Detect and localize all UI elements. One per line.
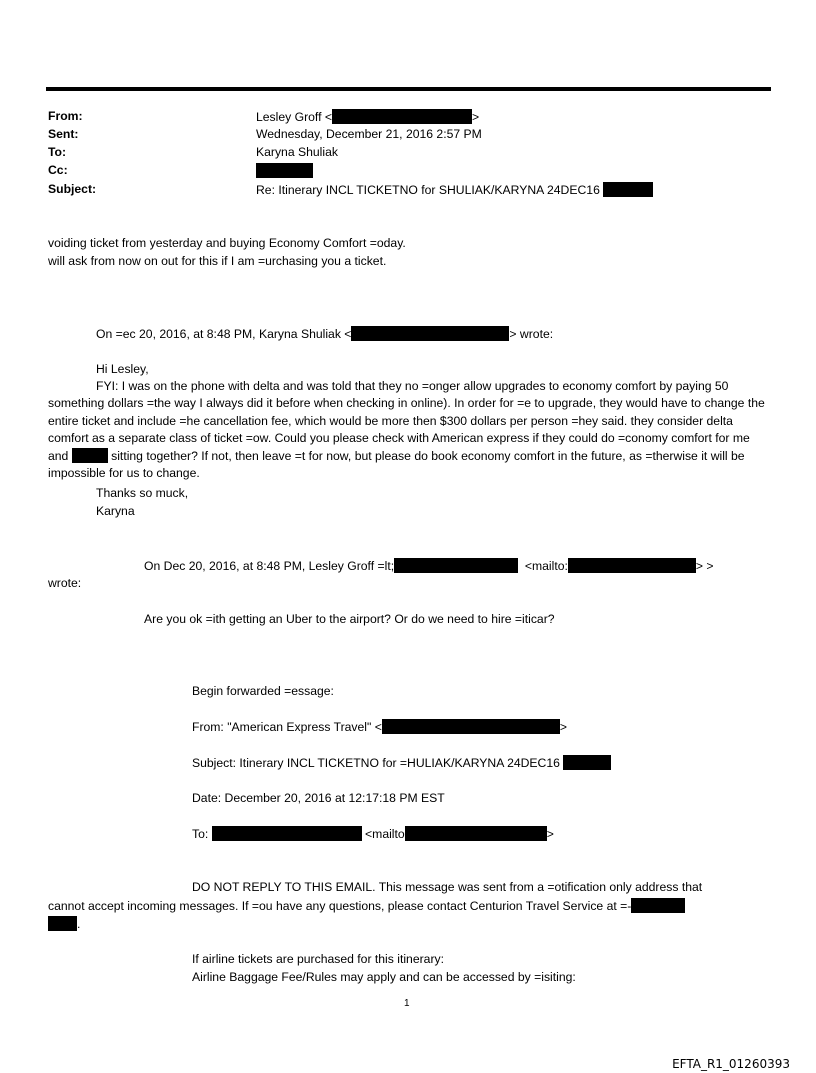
redaction-box (256, 163, 313, 178)
sent-label: Sent: (48, 127, 79, 141)
forwarded-mailto: <mailto (365, 827, 405, 841)
quote2-body: Are you ok =ith getting an Uber to the airport? Or do we need to hire =iticar? (144, 612, 555, 626)
page-number: 1 (404, 998, 410, 1009)
redaction-box (568, 558, 696, 573)
quote1-greeting: Hi Lesley, (96, 362, 149, 376)
forwarded-begin: Begin forwarded =essage: (192, 684, 334, 698)
subject-label: Subject: (48, 182, 97, 196)
forwarded-from-text: From: "American Express Travel" < (192, 720, 382, 734)
notice-line-3-text: . (77, 917, 81, 931)
redaction-box (212, 826, 362, 841)
forwarded-subject-text: Subject: Itinerary INCL TICKETNO for =HULIAK/KARYNA 24DEC16 (192, 756, 560, 770)
from-label: From: (48, 109, 83, 123)
quote1-body (48, 378, 770, 482)
forwarded-from (192, 719, 567, 735)
notice-line-2 (48, 898, 685, 914)
quote1-body-b: sitting together? If not, then leave =t for now, but please do book economy comfort in the future, as =therwise it will be impossible for us to change. (48, 448, 745, 481)
cc-label: Cc: (48, 163, 68, 177)
from-value (256, 109, 479, 125)
quote1-thanks: Thanks so muck, (96, 486, 189, 500)
from-bracket: > (472, 110, 480, 124)
quote1-body-a: FYI: I was on the phone with delta and was told that they no =onger allow upgrades to economy comfort by paying 50 something dollars =the way I always did it before when checking in online). In order for =e to upgrade, they would have to change the entire ticket and include =he cancellation fee, which would be more then $300 dollars per person =hey said. they consider delta comfort as a separate class of ticket =ow. Could you please check with American express if they could do =conomy comfort for me and (48, 379, 765, 463)
quote2-intro-text: On Dec 20, 2016, at 8:48 PM, Lesley Groff =lt; (144, 559, 395, 573)
redaction-box (631, 898, 685, 913)
redaction-box (405, 826, 547, 841)
from-name: Lesley Groff < (256, 110, 332, 124)
quote2-intro-end: > > (695, 559, 714, 573)
forwarded-to (192, 826, 554, 842)
quote2-intro (144, 558, 714, 574)
quote1-signature: Karyna (96, 504, 135, 518)
airline-line-1: If airline tickets are purchased for this itinerary: (192, 952, 444, 966)
redaction-box (394, 558, 518, 573)
redaction-box (72, 448, 108, 463)
reply-line-1: voiding ticket from yesterday and buying Economy Comfort =oday. (48, 236, 406, 250)
to-label: To: (48, 145, 67, 159)
quote1-intro-wrote: > wrote: (509, 327, 554, 341)
cc-value (256, 163, 313, 179)
forwarded-to-label: To: (192, 827, 209, 841)
subject-value (256, 182, 653, 198)
notice-line-1: DO NOT REPLY TO THIS EMAIL. This message was sent from a =otification only address that (192, 880, 703, 894)
redaction-box (382, 719, 560, 734)
forwarded-from-end: > (559, 720, 567, 734)
notice-line-2-text: cannot accept incoming messages. If =ou have any questions, please contact Centurion Travel Service at =- (48, 899, 632, 913)
redaction-box (563, 755, 611, 770)
forwarded-date: Date: December 20, 2016 at 12:17:18 PM EST (192, 791, 445, 805)
sent-value: Wednesday, December 21, 2016 2:57 PM (256, 127, 482, 141)
document-id: EFTA_R1_01260393 (672, 1057, 790, 1071)
subject-text: Re: Itinerary INCL TICKETNO for SHULIAK/KARYNA 24DEC16 (256, 183, 600, 197)
redaction-box (351, 326, 509, 341)
header-rule (46, 87, 771, 91)
to-value: Karyna Shuliak (256, 145, 338, 159)
quote2-mailto: <mailto: (524, 559, 568, 573)
redaction-box (603, 182, 653, 197)
reply-line-2: will ask from now on out for this if I am =urchasing you a ticket. (48, 254, 387, 268)
notice-line-3 (48, 916, 80, 932)
forwarded-to-end: > (546, 827, 554, 841)
airline-line-2: Airline Baggage Fee/Rules may apply and can be accessed by =isiting: (192, 970, 576, 984)
redaction-box (48, 916, 77, 931)
quote2-wrote: wrote: (48, 576, 82, 590)
quote1-intro (96, 326, 553, 342)
forwarded-subject (192, 755, 611, 771)
redaction-box (332, 109, 472, 124)
quote1-intro-text: On =ec 20, 2016, at 8:48 PM, Karyna Shuliak < (96, 327, 352, 341)
